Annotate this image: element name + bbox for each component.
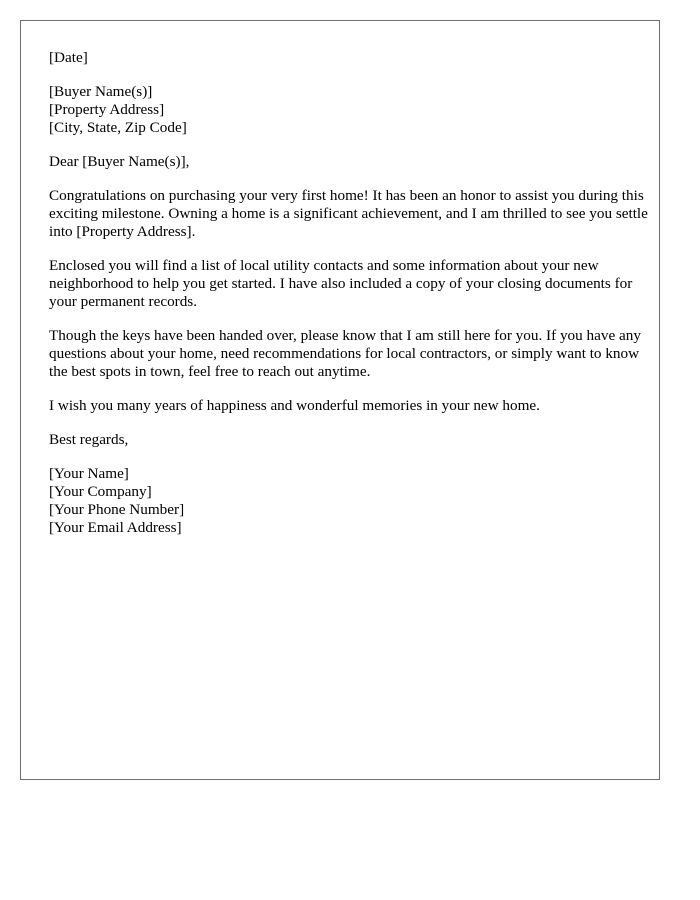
signature-email: [Your Email Address] [49,519,182,536]
body-paragraph-4: I wish you many years of happiness and wonderful memories in your new home. [49,397,540,414]
recipient-address: [Property Address] [49,101,165,118]
letter-page [20,20,660,780]
signature-company: [Your Company] [49,483,152,500]
body-paragraph-2: Enclosed you will find a list of local utility contacts and some information about your new neighborhood to help you get started. I have also included a copy of your closing documents for your permanent records. [49,257,633,310]
recipient-city-state-zip: [City, State, Zip Code] [49,119,187,136]
salutation: Dear [Buyer Name(s)], [49,153,190,170]
body-paragraph-3: Though the keys have been handed over, please know that I am still here for you. If you have any questions about your home, need recommendations for local contractors, or simply want to know the best spots in town, feel free to reach out anytime. [49,327,641,380]
letter-body [49,49,649,553]
letter-date: [Date] [49,49,88,66]
recipient-name: [Buyer Name(s)] [49,83,153,100]
signature-name: [Your Name] [49,465,129,482]
recipient-block [49,83,649,137]
closing: Best regards, [49,431,129,448]
body-paragraph-1: Congratulations on purchasing your very first home! It has been an honor to assist you during this exciting milestone. Owning a home is a significant achievement, and I am thrilled to see you settle into [Property Address]. [49,187,648,240]
signature-block [49,465,649,537]
signature-phone: [Your Phone Number] [49,501,185,518]
